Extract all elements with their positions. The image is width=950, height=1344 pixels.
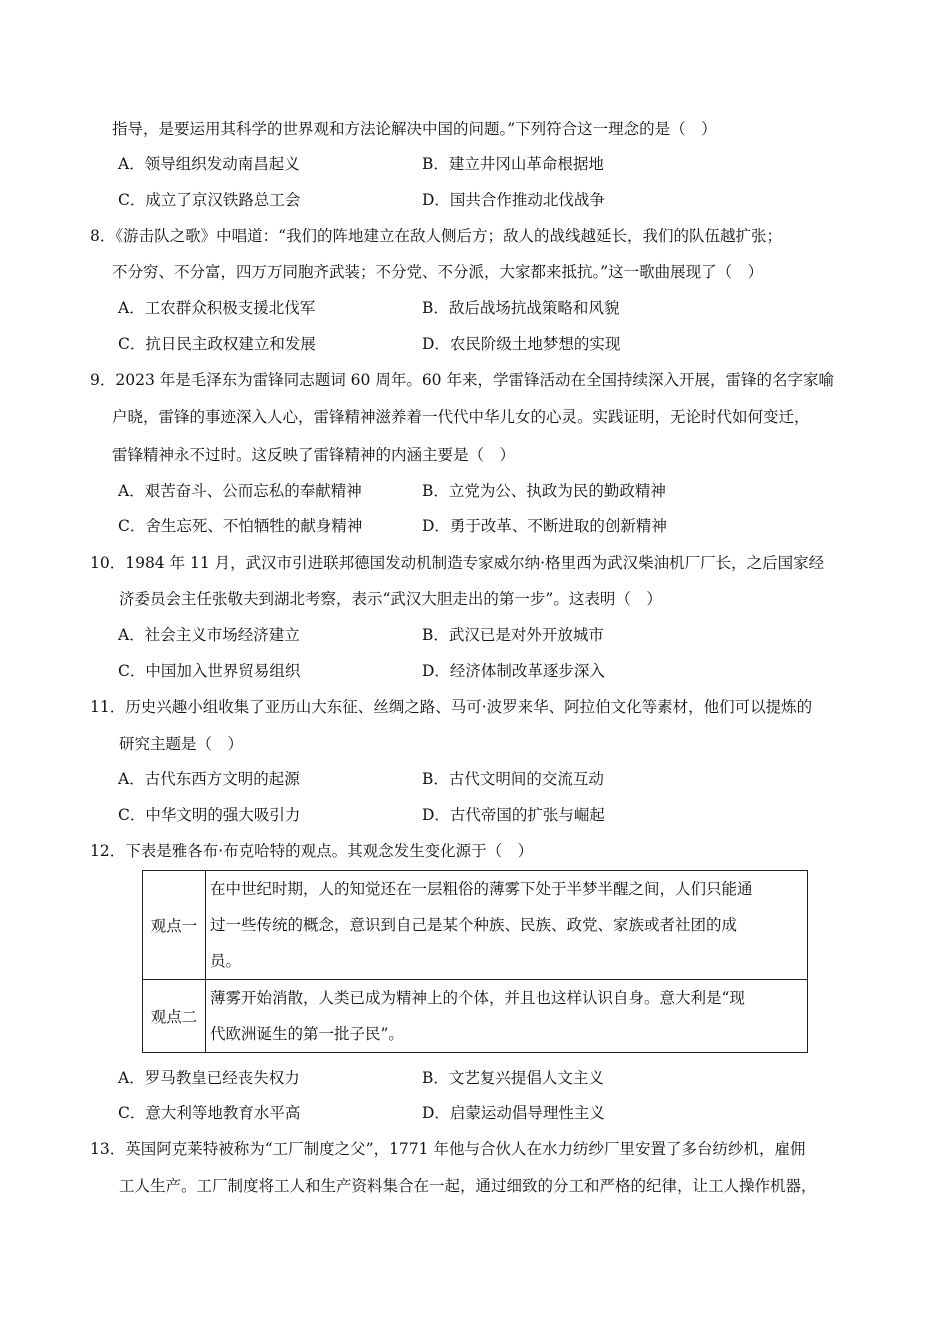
q12-option-a[interactable]: A．罗马教皇已经丧失权力 xyxy=(118,1069,300,1087)
q12-stem-line-1: 12．下表是雅各布·布克哈特的观点。其观念发生变化源于（ ） xyxy=(90,842,534,860)
q10-stem-line-2: 济委员会主任张敬夫到湖北考察，表示“武汉大胆走出的第一步”。这表明（ ） xyxy=(119,590,662,608)
q7-option-c[interactable]: C．成立了京汉铁路总工会 xyxy=(118,191,301,209)
q9-option-a[interactable]: A．艰苦奋斗、公而忘私的奉献精神 xyxy=(118,482,362,500)
q8-option-b[interactable]: B．敌后战场抗战策略和风貌 xyxy=(422,299,620,317)
q7-option-a[interactable]: A．领导组织发动南昌起义 xyxy=(118,155,300,173)
q11-stem-line-1: 11．历史兴趣小组收集了亚历山大东征、丝绸之路、马可·波罗来华、阿拉伯文化等素材，他们可以提炼的 xyxy=(90,698,813,716)
viewpoint-2-line-2: 代欧洲诞生的第一批子民”。 xyxy=(210,1025,404,1043)
viewpoints-table xyxy=(142,870,808,1053)
q10-option-b[interactable]: B．武汉已是对外开放城市 xyxy=(422,626,604,644)
q9-stem-line-2: 户晓，雷锋的事迹深入人心，雷锋精神滋养着一代代中华儿女的心灵。实践证明，无论时代如何变迁， xyxy=(112,408,810,426)
q12-option-b[interactable]: B．文艺复兴提倡人文主义 xyxy=(422,1069,604,1087)
q10-stem-line-1: 10．1984 年 11 月，武汉市引进联邦德国发动机制造专家威尔纳·格里西为武汉柴油机厂厂长，之后国家经 xyxy=(90,554,825,572)
q11-stem-line-2: 研究主题是（ ） xyxy=(119,735,244,753)
q9-stem-line-3: 雷锋精神永不过时。这反映了雷锋精神的内涵主要是（ ） xyxy=(112,446,516,464)
table-row xyxy=(143,980,808,1053)
q9-option-d[interactable]: D．勇于改革、不断进取的创新精神 xyxy=(422,517,667,535)
q13-stem-line-1: 13．英国阿克莱特被称为“工厂制度之父”，1771 年他与合伙人在水力纺纱厂里安置了多台纺纱机，雇佣 xyxy=(90,1140,806,1158)
q12-option-c[interactable]: C．意大利等地教育水平高 xyxy=(118,1104,301,1122)
q8-option-a[interactable]: A．工农群众积极支援北伐军 xyxy=(118,299,316,317)
q11-option-b[interactable]: B．古代文明间的交流互动 xyxy=(422,770,604,788)
q8-stem-line-1: 8．《游击队之歌》中唱道：“我们的阵地建立在敌人侧后方；敌人的战线越延长，我们的队伍越扩张； xyxy=(90,227,783,245)
q10-option-a[interactable]: A．社会主义市场经济建立 xyxy=(118,626,300,644)
table-row xyxy=(143,871,808,980)
q9-option-b[interactable]: B．立党为公、执政为民的勤政精神 xyxy=(422,482,666,500)
q10-option-c[interactable]: C．中国加入世界贸易组织 xyxy=(118,662,301,680)
viewpoint-2-content xyxy=(206,980,808,1053)
viewpoint-1-content xyxy=(206,871,808,980)
q9-stem-line-1: 9．2023 年是毛泽东为雷锋同志题词 60 周年。60 年来，学雷锋活动在全国持续深入开展，雷锋的名字家喻 xyxy=(90,371,834,389)
viewpoint-2-label: 观点二 xyxy=(143,980,206,1053)
viewpoint-1-label: 观点一 xyxy=(143,871,206,980)
q7-option-b[interactable]: B．建立井冈山革命根据地 xyxy=(422,155,604,173)
viewpoint-1-line-3: 员。 xyxy=(210,952,242,970)
viewpoint-1-line-2: 过一些传统的概念，意识到自己是某个种族、民族、政党、家族或者社团的成 xyxy=(210,916,738,934)
q11-option-c[interactable]: C．中华文明的强大吸引力 xyxy=(118,806,301,824)
q8-stem-line-2: 不分穷、不分富，四万万同胞齐武装；不分党、不分派，大家都来抵抗。”这一歌曲展现了（ ） xyxy=(112,263,764,281)
q7-option-d[interactable]: D．国共合作推动北伐战争 xyxy=(422,191,605,209)
viewpoint-1-line-1: 在中世纪时期，人的知觉还在一层粗俗的薄雾下处于半梦半醒之间，人们只能通 xyxy=(210,880,753,898)
q13-stem-line-2: 工人生产。工厂制度将工人和生产资料集合在一起，通过细致的分工和严格的纪律，让工人操作机器， xyxy=(119,1177,817,1195)
q10-option-d[interactable]: D．经济体制改革逐步深入 xyxy=(422,662,605,680)
q11-option-d[interactable]: D．古代帝国的扩张与崛起 xyxy=(422,806,605,824)
q12-option-d[interactable]: D．启蒙运动倡导理性主义 xyxy=(422,1104,605,1122)
q9-option-c[interactable]: C．舍生忘死、不怕牺牲的献身精神 xyxy=(118,517,363,535)
q8-option-c[interactable]: C．抗日民主政权建立和发展 xyxy=(118,335,316,353)
viewpoint-2-line-1: 薄雾开始消散，人类已成为精神上的个体，并且也这样认识自身。意大利是“现 xyxy=(210,989,745,1007)
q11-option-a[interactable]: A．古代东西方文明的起源 xyxy=(118,770,300,788)
q8-option-d[interactable]: D．农民阶级土地梦想的实现 xyxy=(422,335,621,353)
q7-stem-continuation: 指导，是要运用其科学的世界观和方法论解决中国的问题。”下列符合这一理念的是（ ） xyxy=(112,120,717,138)
